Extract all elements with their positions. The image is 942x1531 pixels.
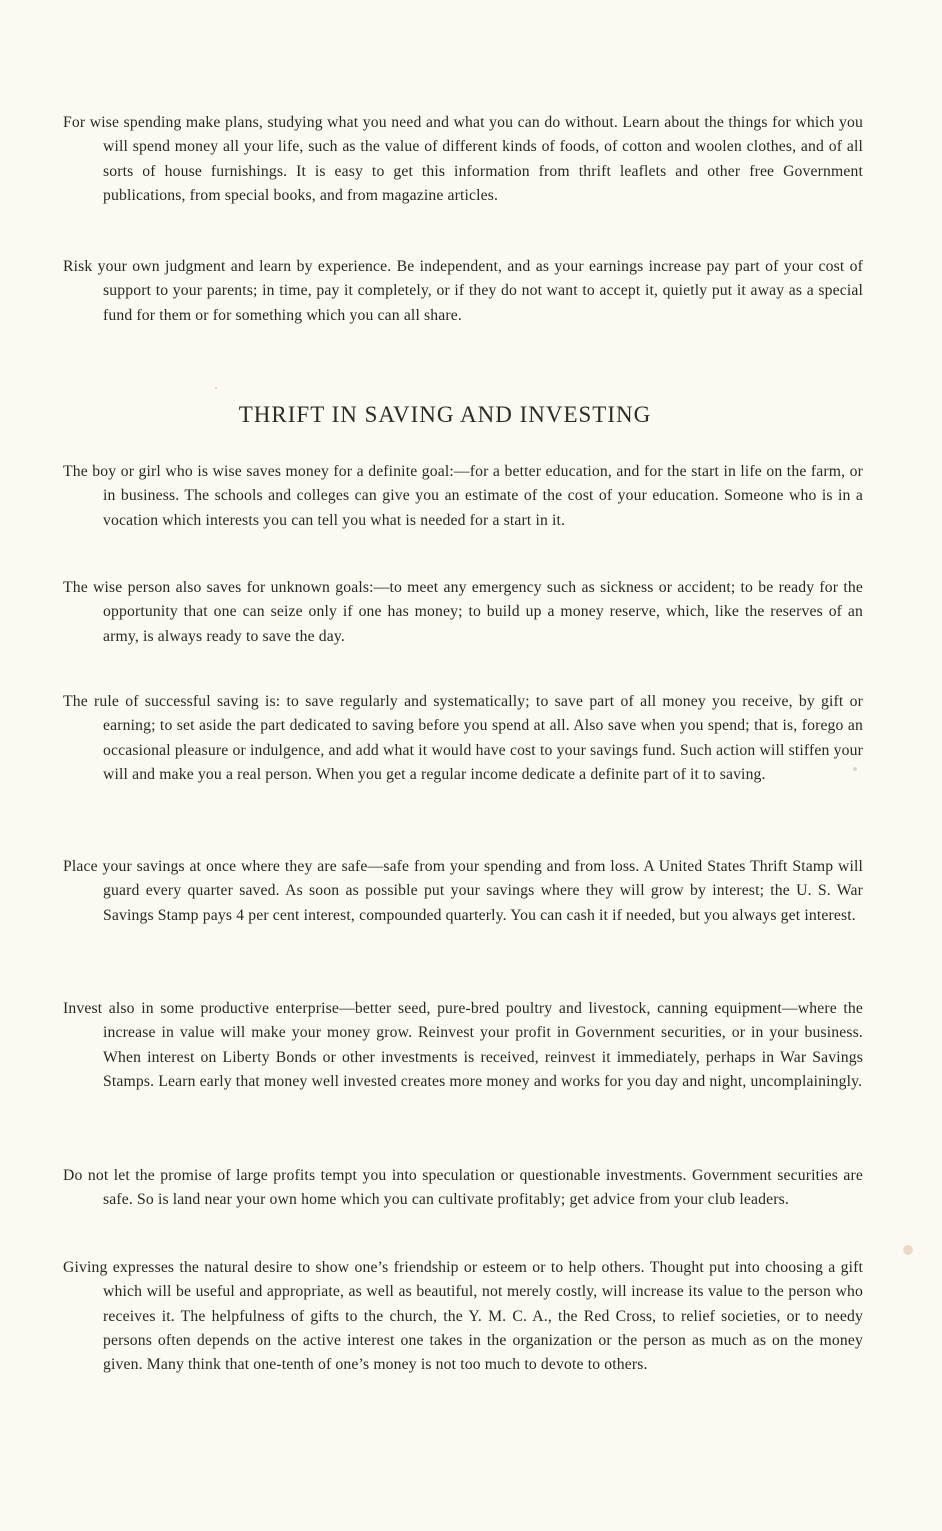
paragraph-definite-goal: The boy or girl who is wise saves money for a definite goal:—for a better education, and for the start in life on the farm, or in business. The schools and colleges can give you an estimate of the cost of your education. Someone who is in a vocation which interests you can tell you what is needed for a start in it. <box>63 463 863 529</box>
paper-speck <box>215 387 217 389</box>
paragraph-invest: Invest also in some productive enterprise—better seed, pure-bred poultry and livestock, canning equipment—where the increase in value will make your money grow. Reinvest your profit in Government securities, or in your business. When interest on Liberty Bonds or other investments is received, reinvest it immediately, perhaps in War Savings Stamps. Learn early that money well invested creates more money and works for you day and night, uncomplainingly. <box>63 1000 863 1090</box>
paragraph-giving: Giving expresses the natural desire to show one’s friendship or esteem or to help others. Thought put into choosing a gift which will be useful and appropriate, as well as beautiful, not merely costly, will increase its value to the person who receives it. The helpfulness of gifts to the church, the Y. M. C. A., the Red Cross, to relief societies, or to needy persons often depends on the active interest one takes in the organization or the person as much as on the money given. Many think that one-tenth of one’s money is not too much to devote to others. <box>63 1259 863 1374</box>
paragraph-rule-of-saving: The rule of successful saving is: to save regularly and systematically; to save part of all money you receive, by gift or earning; to set aside the part dedicated to saving before you spend at all. Also save when you spend; that is, forego an occasional pleasure or indulgence, and add what it would have cost to your savings fund. Such action will stiffen your will and make you a real person. When you get a regular income dedicate a definite part of it to saving. <box>63 693 863 783</box>
paragraph-unknown-goals: The wise person also saves for unknown goals:—to meet any emergency such as sickness or accident; to be ready for the opportunity that one can seize only if one has money; to build up a money reserve, which, like the reserves of an army, is always ready to save the day. <box>63 579 863 645</box>
paper-speck <box>853 767 857 771</box>
paragraph-risk-judgment: Risk your own judgment and learn by experience. Be independent, and as your earnings increase pay part of your cost of support to your parents; in time, pay it completely, or if they do not want to accept it, quietly put it away as a special fund for them or for something which you can all share. <box>63 258 863 324</box>
paragraph-speculation: Do not let the promise of large profits tempt you into speculation or questionable investments. Government securities are safe. So is land near your own home which you can cultivate profitably; get advice from your club leaders. <box>63 1167 863 1209</box>
paper-speck <box>903 1245 913 1255</box>
paragraph-wise-spending: For wise spending make plans, studying what you need and what you can do without. Learn about the things for which you will spend money all your life, such as the value of different kinds of foods, of cotton and woolen clothes, and of all sorts of house furnishings. It is easy to get this information from thrift leaflets and other free Government publications, from special books, and from magazine articles. <box>63 114 863 204</box>
section-heading: THRIFT IN SAVING AND INVESTING <box>238 402 652 427</box>
paragraph-place-savings: Place your savings at once where they are safe—safe from your spending and from loss. A United States Thrift Stamp will guard every quarter saved. As soon as possible put your savings where they will grow by interest; the U. S. War Savings Stamp pays 4 per cent interest, compounded quarterly. You can cash it if needed, but you always get interest. <box>63 858 863 924</box>
